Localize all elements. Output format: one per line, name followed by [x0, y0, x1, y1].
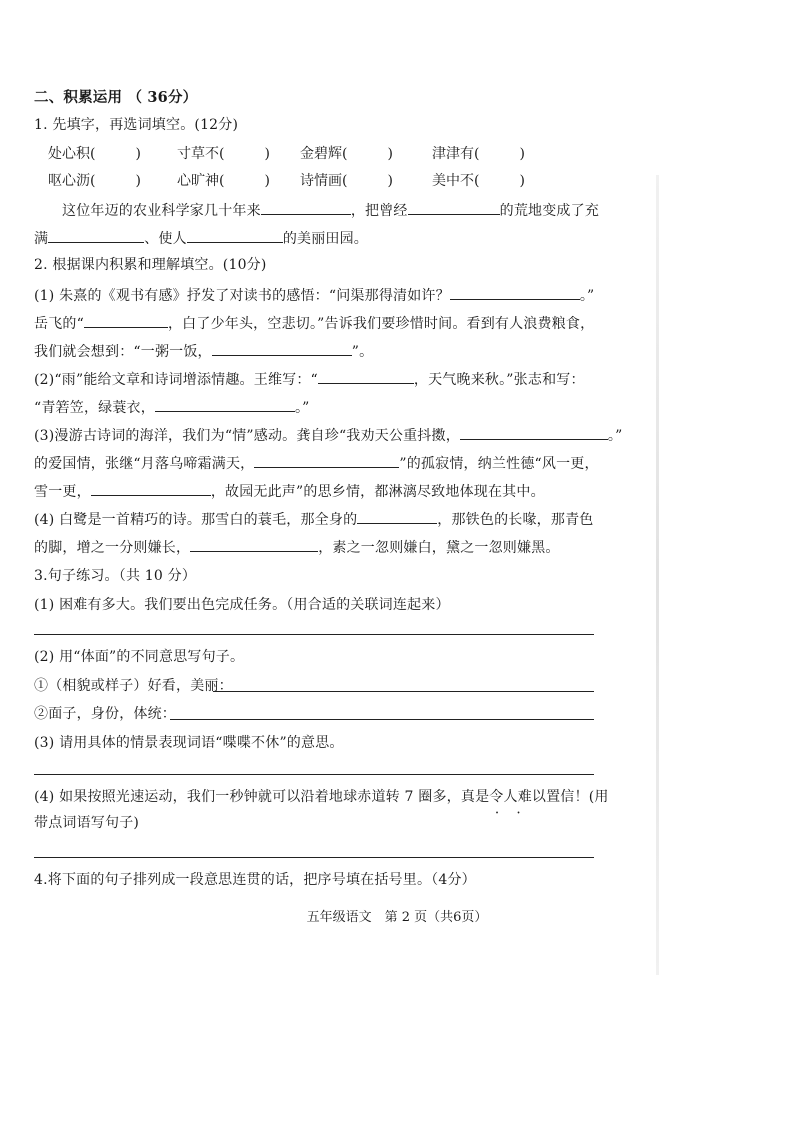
q2-s4-line2: [34, 537, 560, 557]
text: 岳飞的“: [34, 316, 84, 332]
answer-line[interactable]: [34, 857, 594, 858]
close-paren: ): [519, 173, 525, 189]
q3-s2b: ②面子，身份，体统：: [34, 706, 176, 722]
answer-blank[interactable]: [187, 228, 283, 243]
word-text: 呕心沥(: [48, 173, 96, 189]
text: ，天气晚来秋。”张志和写：: [413, 372, 585, 388]
text: 。”: [579, 288, 595, 304]
q3-s4c: 带点词语写句子): [34, 815, 140, 831]
page-footer: 五年级语文 第 2 页（共6页）: [306, 910, 488, 925]
word-item: [48, 145, 141, 163]
q2-title: 2. 根据课内积累和理解填空。(10分): [34, 257, 267, 273]
close-paren: ): [135, 146, 141, 162]
word-item: [48, 172, 141, 190]
answer-blank[interactable]: [261, 200, 351, 215]
word-item: [177, 172, 270, 190]
word-item: [177, 145, 270, 163]
text: ，那铁色的长喙，那青色: [437, 512, 594, 528]
answer-line[interactable]: [213, 691, 594, 692]
word-text: 津津有(: [432, 146, 480, 162]
text: ”。: [351, 344, 374, 360]
text: 这位年迈的农业科学家几十年来: [62, 203, 261, 219]
text: (1) 朱熹的《观书有感》抒发了对读书的感悟：“问渠那得清如许？: [34, 288, 450, 304]
close-paren: ): [264, 146, 270, 162]
text: “青箬笠，绿蓑衣，: [34, 400, 155, 416]
q2-s3-line1: [34, 425, 622, 445]
answer-line[interactable]: [170, 719, 594, 720]
text: ，素之一忽则嫌白，黛之一忽则嫌黑。: [318, 540, 560, 556]
answer-blank[interactable]: [450, 285, 580, 300]
answer-blank[interactable]: [357, 509, 437, 524]
text: 、使人: [144, 231, 187, 247]
word-text: 处心积(: [48, 146, 96, 162]
q3-s3: (3) 请用具体的情景表现词语“喋喋不休”的意思。: [34, 735, 344, 751]
text: ！(用: [574, 789, 609, 805]
close-paren: ): [519, 146, 525, 162]
q2-s1-line1: [34, 285, 594, 305]
answer-blank[interactable]: [254, 453, 399, 468]
text: 雪一更，: [34, 484, 91, 500]
text: ，把曾经: [350, 203, 408, 219]
q4-title: 4.将下面的句子排列成一段意思连贯的话，把序号填在括号里。（4分）: [34, 872, 476, 888]
q2-s2-line2: [34, 397, 310, 417]
text: 的美丽田园。: [282, 231, 369, 247]
answer-line[interactable]: [34, 634, 594, 635]
text: 满: [34, 231, 49, 247]
section-title: 二、积累运用 （ 36分）: [34, 89, 198, 106]
answer-blank[interactable]: [190, 537, 318, 552]
word-item: [432, 172, 525, 190]
text: ，白了少年头，空悲切。”告诉我们要珍惜时间。看到有人浪费粮食，: [167, 316, 595, 332]
word-text: 诗情画(: [300, 173, 348, 189]
word-item: [300, 145, 393, 163]
q2-s3-line2: [34, 453, 599, 473]
text: 。”: [607, 428, 623, 444]
word-item: [432, 145, 525, 163]
q2-s1-line3: [34, 341, 373, 361]
word-text: 寸草不(: [177, 146, 225, 162]
close-paren: ): [264, 173, 270, 189]
answer-blank[interactable]: [155, 397, 295, 412]
text: (4) 如果按照光速运动，我们一秒钟就可以沿着地球赤道转 7 圈多，真是: [34, 789, 490, 805]
q2-s4-line1: [34, 509, 593, 529]
dotted-word: 令人难以置信 • •: [489, 789, 574, 805]
word-text: 心旷神(: [177, 173, 225, 189]
close-paren: ): [387, 146, 393, 162]
word-item: [300, 172, 393, 190]
close-paren: ): [135, 173, 141, 189]
q2-s1-line2: [34, 313, 594, 333]
text: 的荒地变成了充: [499, 203, 600, 219]
q1-title: 1. 先填字，再选词填空。(12分): [34, 117, 239, 133]
word-text: 金碧辉(: [300, 146, 348, 162]
answer-blank[interactable]: [408, 200, 500, 215]
text: (3)漫游古诗词的海洋，我们为“情”感动。龚自珍“我劝天公重抖擞，: [34, 428, 460, 444]
q3-title: 3.句子练习。（共 10 分）: [34, 568, 197, 584]
answer-blank[interactable]: [91, 481, 211, 496]
q1-sentence-line1: [62, 200, 599, 220]
text: ，故园无此声”的思乡情，都淋漓尽致地体现在其中。: [210, 484, 545, 500]
text: (4) 白鹭是一首精巧的诗。那雪白的蓑毛，那全身的: [34, 512, 358, 528]
q1-sentence-line2: [34, 228, 368, 248]
q3-s2: (2) 用“体面”的不同意思写句子。: [34, 649, 245, 665]
scan-edge-shadow: [656, 175, 659, 975]
close-paren: ): [387, 173, 393, 189]
answer-blank[interactable]: [460, 425, 608, 440]
answer-blank[interactable]: [84, 313, 168, 328]
answer-blank[interactable]: [318, 369, 414, 384]
q3-s4-line1: [34, 788, 609, 806]
answer-line[interactable]: [34, 774, 594, 775]
text: ”的孤寂情，纳兰性德“风一更，: [399, 456, 599, 472]
text: 的脚，增之一分则嫌长，: [34, 540, 191, 556]
q3-s2a: ①（相貌或样子）好看，美丽：: [34, 678, 233, 694]
q3-s1: (1) 困难有多大。我们要出色完成任务。（用合适的关联词连起来）: [34, 597, 450, 613]
word-text: 美中不(: [432, 173, 480, 189]
q2-s2-line1: [34, 369, 585, 389]
text: (2)“雨”能给文章和诗词增添情趣。王维写：“: [34, 372, 318, 388]
q2-s3-line3: [34, 481, 545, 501]
text: 我们就会想到：“一粥一饭，: [34, 344, 212, 360]
text: 。”: [294, 400, 310, 416]
answer-blank[interactable]: [212, 341, 352, 356]
text: 的爱国情，张继“月落乌啼霜满天，: [34, 456, 255, 472]
answer-blank[interactable]: [48, 228, 144, 243]
